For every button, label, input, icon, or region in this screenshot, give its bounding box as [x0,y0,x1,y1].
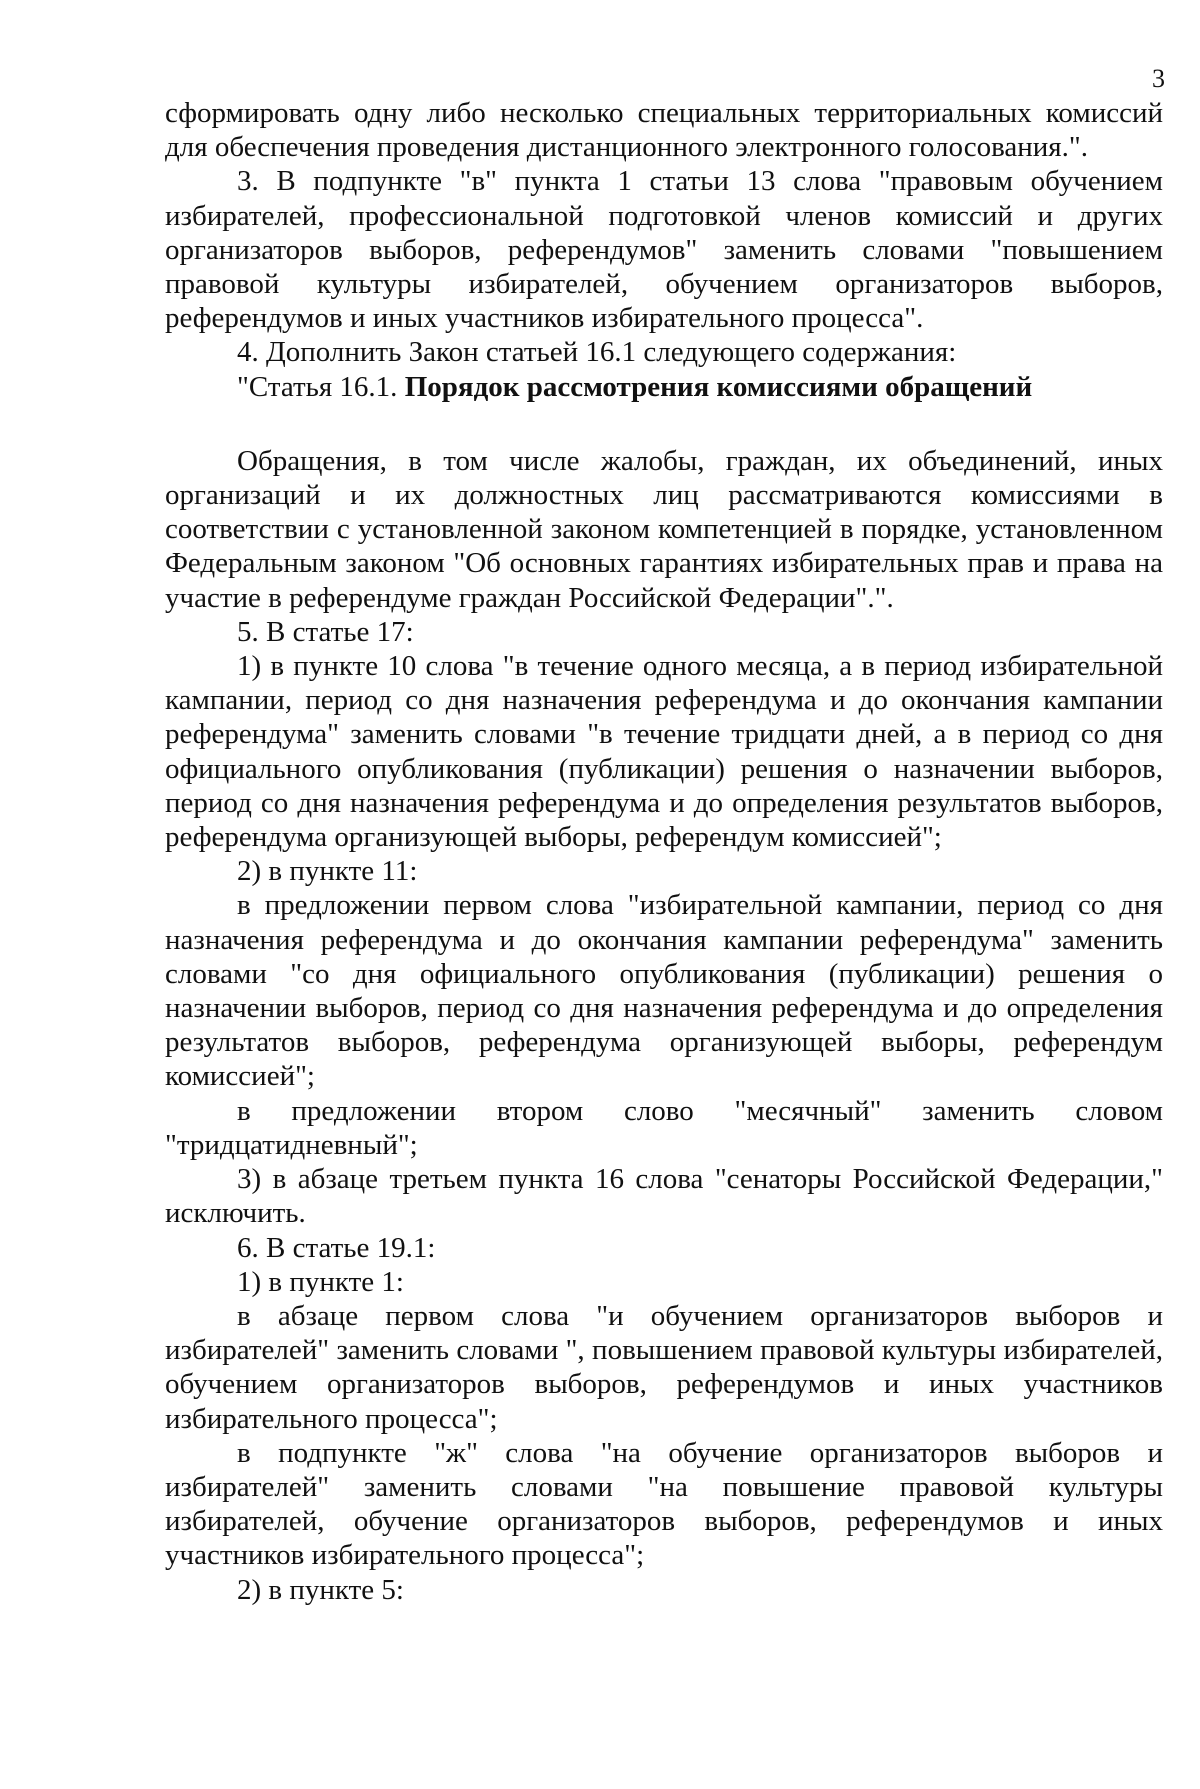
subitem-5-2-second-sentence: в предложении втором слово "месячный" заменить словом "тридцатидневный"; [165,1094,1163,1161]
subitem-6-1-first-paragraph: в абзаце первом слова "и обучением организаторов выборов и избирателей" заменить словами ", повышением правовой культуры избирателей, обучением организаторов выборов, референдумов и иных участников избирательного процесса"; [165,1299,1163,1435]
subitem-5-1: 1) в пункте 10 слова "в течение одного месяца, а в период избирательной кампании, период со дня назначения референдума и до окончания кампании референдума" заменить словами "в течение тридцати дней, а в период со дня официального опубликования (публикации) решения о назначении выборов, период со дня назначения референдума и до определения результатов выборов, референдума организующей выборы, референдум комиссией"; [165,650,1163,854]
paragraph-item-4: 4. Дополнить Закон статьей 16.1 следующего содержания: [237,336,957,369]
article-heading-number: "Статья 16.1. [237,370,405,403]
paragraph-item-5: 5. В статье 17: [237,615,414,648]
subitem-6-1-sub-zh: в подпункте "ж" слова "на обучение организаторов выборов и избирателей" заменить словами "на повышение правовой культуры избирателей, обучение организаторов выборов, референдумов и иных участников избирательного процесса"; [165,1436,1163,1572]
paragraph-continuation: сформировать одну либо несколько специальных территориальных комиссий для обеспечения проведения дистанционного электронного голосования.". [165,97,1163,164]
article-heading [165,370,1163,404]
article-heading-title: Порядок рассмотрения комиссиями обращений [404,370,1033,403]
subitem-5-3: 3) в абзаце третьем пункта 16 слова "сенаторы Российской Федерации," исключить. [165,1163,1163,1230]
page-number: 3 [1152,64,1165,93]
paragraph-item-3: 3. В подпункте "в" пункта 1 статьи 13 слова "правовым обучением избирателей, профессиональной подготовкой членов комиссий и других организаторов выборов, референдумов" заменить словами "повышением правовой культуры избирателей, обучением организаторов выборов, референдумов и иных участников избирательного процесса". [165,165,1163,335]
paragraph-item-6: 6. В статье 19.1: [237,1231,436,1264]
blank-line [165,404,1163,444]
subitem-6-2: 2) в пункте 5: [237,1573,404,1606]
subitem-5-2-first-sentence: в предложении первом слова "избирательной кампании, период со дня назначения референдума и до окончания кампании референдума" заменить словами "со дня официального опубликования (публикации) решения о назначении выборов, период со дня назначения референдума и до определения результатов выборов, референдума организующей выборы, референдум комиссией"; [165,889,1163,1093]
article-text: Обращения, в том числе жалобы, граждан, их объединений, иных организаций и их должностных лиц рассматриваются комиссиями в соответствии с установленной законом компетенцией в порядке, установленном Федеральным законом "Об основных гарантиях избирательных прав и права на участие в референдуме граждан Российской Федерации".". [165,444,1163,614]
subitem-6-1: 1) в пункте 1: [237,1265,404,1298]
subitem-5-2: 2) в пункте 11: [237,855,418,888]
document-body [165,96,1163,1607]
